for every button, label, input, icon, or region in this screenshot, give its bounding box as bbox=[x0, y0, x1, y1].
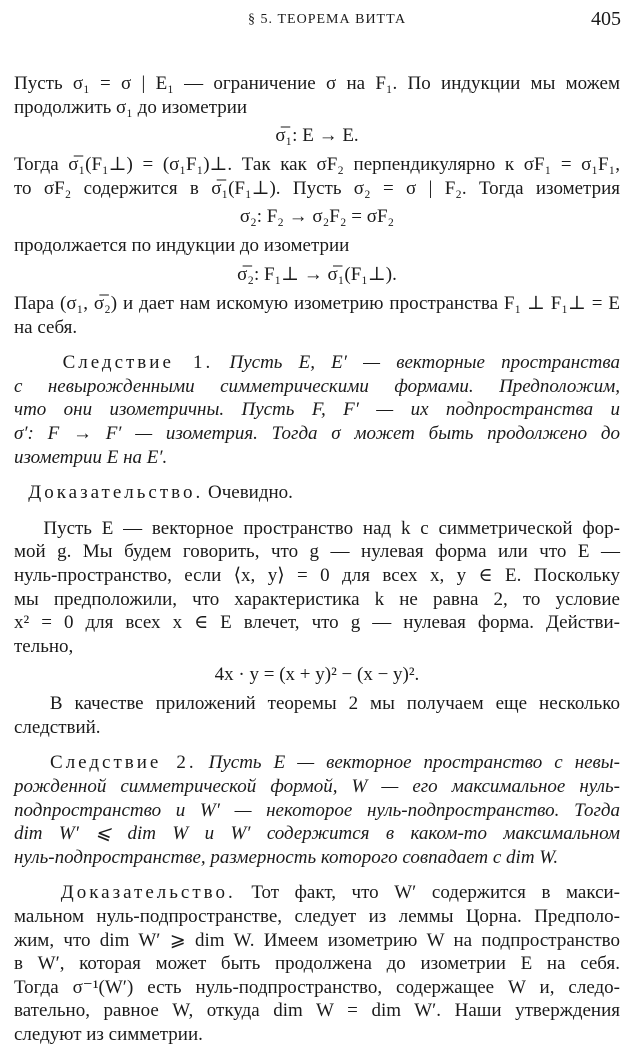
text-line: тельно, bbox=[14, 635, 74, 657]
proof-2-label: Доказательство. bbox=[60, 882, 236, 904]
text-line: Пусть E — векторное пространство над k с симметрической фор- bbox=[43, 517, 620, 539]
text-line: мой g. Мы будем говорить, что g — нулевая форма или что E — bbox=[14, 541, 620, 563]
text-line: мы предположили, что характеристика k не равна 2, то условие bbox=[14, 588, 620, 610]
corollary-1-line: с невырожденными симметрическими формами. Предположим, bbox=[14, 375, 620, 397]
text-line: на себя. bbox=[14, 316, 78, 338]
text-line: Тогда σ̅₁(F₁⊥) = (σ₁F₁)⊥. Так как σF₂ перпендикулярно к σF₁ = σ₁F₁, bbox=[14, 154, 620, 176]
proof-2-line: Тогда σ⁻¹(W′) есть нуль-подпространство, содержащее W и, следо- bbox=[14, 976, 620, 998]
proof-1-label: Доказательство. bbox=[28, 482, 204, 504]
page-content bbox=[14, 72, 620, 1047]
corollary-1-line bbox=[14, 351, 620, 375]
corollary-1-line: изометрии E на E′. bbox=[14, 446, 168, 468]
corollary-2-line: подпространство и W′ — некоторое нуль-подпространство. Тогда bbox=[14, 799, 620, 821]
text-line: Пара (σ₁, σ̅₂) и дает нам искомую изометрию пространства F₁ ⊥ F₁⊥ = E bbox=[14, 292, 620, 314]
proof-2-line: мальном нуль-подпространстве, следует из леммы Цорна. Предполо- bbox=[14, 906, 620, 928]
text-line: нуль-пространство, если ⟨x, y⟩ = 0 для всех x, y ∈ E. Поскольку bbox=[14, 564, 620, 586]
text-line: следствий. bbox=[14, 716, 101, 738]
corollary-1-line: что они изометричны. Пусть F, F′ — их подпространства и bbox=[14, 399, 620, 421]
corollary-2-line: dim W′ ⩽ dim W и W′ содержится в каком-то максимальном bbox=[14, 823, 620, 845]
running-title: § 5. ТЕОРЕМА ВИТТА bbox=[248, 12, 407, 27]
proof-2-line: вательно, равное W, откуда dim W = dim W′. Наши утверждения bbox=[14, 1000, 620, 1022]
text-line: В качестве приложений теоремы 2 мы получаем еще несколько bbox=[49, 693, 620, 715]
text-line: x² = 0 для всех x ∈ E влечет, что g — нулевая форма. Действи- bbox=[14, 612, 620, 634]
proof-1-text: Очевидно. bbox=[208, 482, 293, 504]
corollary-2-text: Пусть E — векторное пространство с невы- bbox=[208, 752, 621, 774]
display-formula: σ̅₁: E → E. bbox=[275, 125, 359, 147]
corollary-1-line: σ′: F → F′ — изометрия. Тогда σ может быть продолжено до bbox=[14, 422, 620, 444]
corollary-1-text: Пусть E, E′ — векторные пространства bbox=[229, 352, 621, 374]
proof-2-line: Доказательство. Тот факт, что W′ содержится в макси- bbox=[60, 882, 621, 904]
text-line: Пусть σ₁ = σ | E₁ — ограничение σ на F₁. По индукции мы можем bbox=[14, 73, 620, 94]
corollary-1-label: Следствие 1. bbox=[62, 352, 214, 374]
proof-1-line bbox=[14, 481, 620, 505]
corollary-2-label: Следствие 2. bbox=[50, 752, 197, 774]
text-line: то σF₂ содержится в σ̅₁(F₁⊥). Пусть σ₂ = σ | F₂. Тогда изометрия bbox=[14, 177, 620, 199]
display-formula: 4x · y = (x + y)² − (x − y)². bbox=[214, 664, 420, 686]
page-number: 405 bbox=[591, 8, 621, 30]
text-line: продолжается по индукции до изометрии bbox=[14, 235, 350, 257]
text-line: продолжить σ₁ до изометрии bbox=[14, 96, 248, 118]
proof-2-line: следуют из симметрии. bbox=[14, 1024, 203, 1045]
display-formula: σ̅₂: F₁⊥ → σ̅₁(F₁⊥). bbox=[237, 263, 397, 285]
page-header bbox=[0, 8, 633, 32]
display-formula: σ₂: F₂ → σ₂F₂ = σF₂ bbox=[239, 206, 395, 228]
proof-2-line: в W′, которая может быть продолжена до изометрии E на себя. bbox=[14, 953, 620, 975]
corollary-2-line bbox=[14, 751, 620, 775]
proof-2-line: жим, что dim W′ ⩾ dim W. Имеем изометрию W на подпространство bbox=[14, 929, 620, 951]
corollary-2-line: нуль-подпространстве, размерность которого совпадает с dim W. bbox=[14, 846, 559, 868]
corollary-2-line: рожденной симметрической формой, W — его максимальное нуль- bbox=[14, 776, 620, 798]
